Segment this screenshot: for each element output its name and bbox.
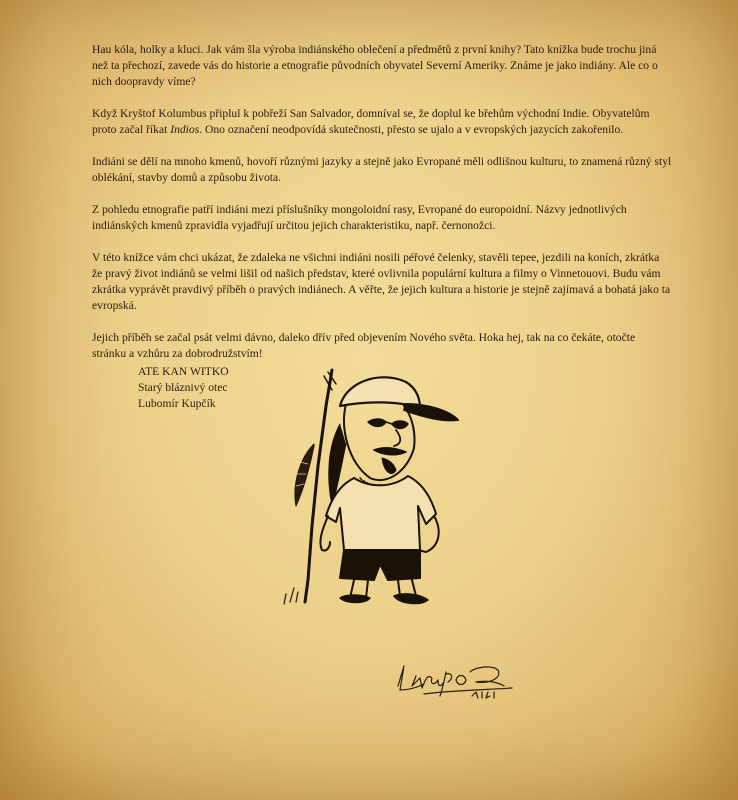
signoff-author: Lubomír Kupčík <box>138 397 216 410</box>
italic-indios: Indios <box>170 123 200 136</box>
signoff <box>138 364 229 412</box>
paragraph-4: Z pohledu etnografie patří indiáni mezi příslušníky mongoloidní rasy, Evropané do europoidní. Názvy jednotlivých indiánských kmenů zpravidla vyjadřují určitou jejich charakteristiku, např. černonožci. <box>92 203 627 232</box>
caricature-illustration-icon <box>270 366 470 608</box>
signature-icon <box>394 656 516 702</box>
signoff-title: Starý bláznivý otec <box>138 381 228 394</box>
paragraph-5: V této knížce vám chci ukázat, že zdaleka ne všichni indiáni nosili péřové čelenky, stavěli tepee, jezdili na koních, zkrátka že pravý život indiánů se velmi lišil od našich představ, které ovlivnila populární kultura a filmy o Vinnetouovi. Budu vám zkrátka vyprávět pravdivý příběh o pravých indiánech. A věřte, že jejich kultura a historie je stejně zajímavá a bohatá jako ta evropská. <box>92 251 671 312</box>
paragraph-2: Když Kryštof Kolumbus připlul k pobřeží San Salvador, domníval se, že doplul ke břehům východní Indie. Obyvatelům proto začal říkat Indios. Ono označení neodpovídá skutečnosti, přesto se ujalo a v evropských jazycích zakořenilo. <box>92 107 650 136</box>
paragraph-6: Jejich příběh se začal psát velmi dávno, daleko dřív před objevením Nového světa. Hoka hej, tak na co čekáte, otočte stránku a vzhůru za dobrodružstvím! <box>92 331 636 360</box>
paragraph-3: Indiáni se dělí na mnoho kmenů, hovoří různými jazyky a stejně jako Evropané měli odlišnou kulturu, to znamená různý styl oblékání, stavby domů a způsobu života. <box>92 155 672 184</box>
signoff-name: ATE KAN WITKO <box>138 365 229 378</box>
letter-body <box>92 42 672 378</box>
paragraph-1: Hau kóla, holky a kluci. Jak vám šla výroba indiánského oblečení a předmětů z první knihy? Tato knížka bude trochu jiná než ta přechozí, zavede vás do historie a etnografie původních obyvatel Severní Ameriky. Známe je jako indiány. Ale co o nich doopravdy víme? <box>92 43 658 88</box>
